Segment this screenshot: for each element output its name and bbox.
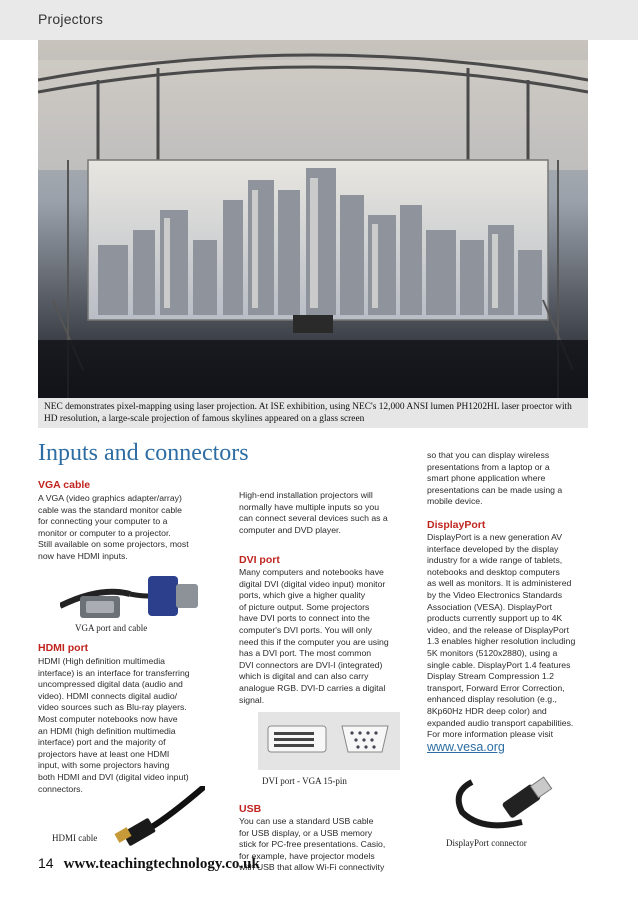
projection-photo (38, 40, 588, 398)
dvi-heading: DVI port (239, 554, 280, 566)
dvi-figure-caption: DVI port - VGA 15-pin (262, 776, 347, 786)
displayport-text: DisplayPort is a new generation AV interface developed by the display industry for a wide range of tablets, notebooks and desktop computers as well as monitors. It is administered by the Video Electronics Standards Association (VESA). DisplayPort products currently support up to 4K video, and the release of DisplayPort 1.3 enables higher resolution including 5K monitors (5120x2880), using a single cable. DisplayPort 1.4 features Display Stream Compression 1.2 transport, Forward Error Correction, enhanced display resolution (e.g., 8Kp60Hz HDR deep color) and expanded audio transport capabilities. For more information please visit (427, 532, 576, 740)
vesa-link[interactable]: www.vesa.org (427, 740, 505, 754)
photo-caption: NEC demonstrates pixel-mapping using laser projection. At ISE exhibition, using NEC's 12,000 ANSI lumen PH1202HL laser proector with HD resolution, a large-scale projection of famous skylines appeared on a glass screen (44, 402, 572, 424)
vga-figure-caption: VGA port and cable (75, 623, 148, 633)
hdmi-cable-image (110, 786, 205, 848)
hdmi-figure-caption: HDMI cable (52, 833, 98, 843)
vga-cable-image (60, 566, 200, 624)
article-heading: Inputs and connectors (38, 440, 249, 466)
page-number: 14 (38, 855, 54, 871)
hdmi-text: HDMI (High definition multimedia interface) is an interface for transferring uncompressed digital data (audio and video). HDMI connects digital audio/ video sources such as Blu-ray players. Most computer notebooks now have an HDMI (high definition multimedia interface) port and the majority of projectors have at least one HDMI input, with some projectors having both HDMI and DVI (digital video input) connectors. (38, 656, 190, 794)
dvi-text: Many computers and notebooks have digital DVI (digital video input) monitor ports, which give a higher quality of picture output. Some projectors have DVI ports to connect into the computer's DVI ports. You will only need this if the computer you are using has a DVI port. The most common DVI connectors are DVI-I (integrated) which is digital and can also carry analogue RGB. DVI-D carries a digital signal. (239, 567, 389, 705)
skyline-projection-image (38, 40, 588, 398)
section-title: Projectors (38, 11, 104, 27)
usb-continued-text: so that you can display wireless presentations from a laptop or a smart phone application where presentations can be made using a mobile device. (427, 450, 563, 507)
displayport-heading: DisplayPort (427, 519, 486, 531)
inputs-intro-text: High-end installation projectors will normally have multiple inputs so you can connect several devices such as a computer and DVD player. (239, 490, 388, 535)
footer (38, 855, 260, 873)
displayport-figure-caption: DisplayPort connector (446, 838, 527, 848)
displayport-connector-image (442, 762, 572, 834)
vga-text: A VGA (video graphics adapter/array) cable was the standard monitor cable for connecting your computer to a monitor or computer to a projector. Still available on some projectors, most now have HDMI inputs. (38, 493, 189, 561)
dvi-vga-port-image (258, 712, 400, 770)
usb-text: You can use a standard USB cable for USB display, or a USB memory stick for PC-free presentations. Casio, for example, have projector models with USB that allow Wi-Fi connectivity (239, 816, 386, 873)
vga-heading: VGA cable (38, 479, 91, 491)
usb-heading: USB (239, 803, 262, 815)
hdmi-heading: HDMI port (38, 642, 89, 654)
footer-url[interactable]: www.teachingtechnology.co.uk (63, 856, 260, 872)
